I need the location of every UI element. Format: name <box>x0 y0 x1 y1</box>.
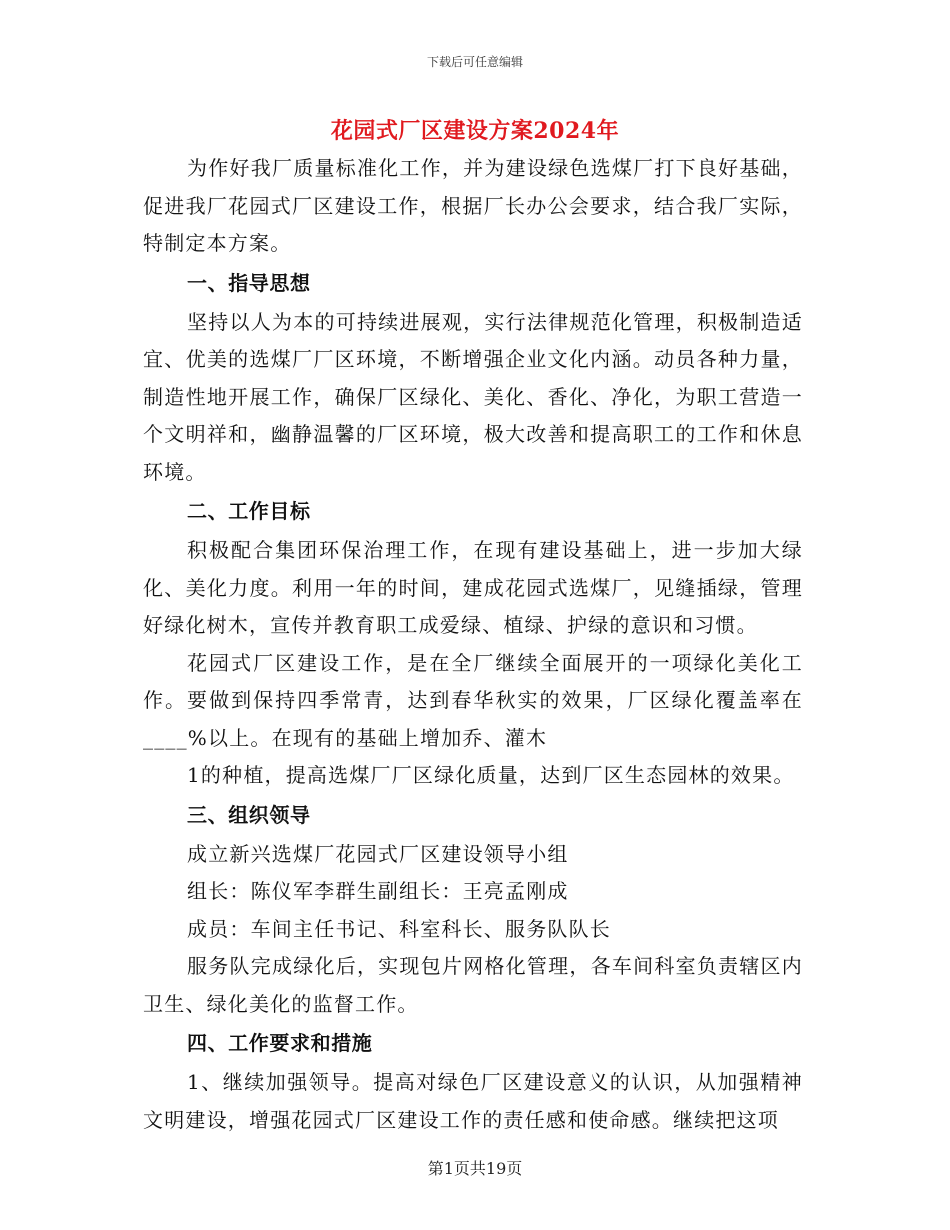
work-goals-paragraph-1: 积极配合集团环保治理工作，在现有建设基础上，进一步加大绿化、美化力度。利用一年的时间，建成花园式选煤厂，见缝插绿，管理好绿化树木，宣传并教育职工成爱绿、植绿、护绿的意识和习惯。 <box>143 538 803 637</box>
section-heading-organization: 三、组织领导 <box>187 802 311 827</box>
page-number-footer: 第1页共19页 <box>427 1159 523 1178</box>
section-heading-requirements: 四、工作要求和措施 <box>187 1031 373 1055</box>
section-heading-work-goals: 二、工作目标 <box>187 499 311 523</box>
organization-members: 成员：车间主任书记、科室科长、服务队队长 <box>187 916 611 941</box>
page-header-note: 下载后可任意编辑 <box>426 55 523 69</box>
document-title: 花园式厂区建设方案2024年 <box>330 118 620 144</box>
organization-paragraph-1: 成立新兴选煤厂花园式厂区建设领导小组 <box>187 841 569 866</box>
document-body <box>143 150 803 1139</box>
work-goals-paragraph-2: 花园式厂区建设工作，是在全厂继续全面展开的一项绿化美化工作。要做到保持四季常青，达到春华秋实的效果，厂区绿化覆盖率在____%以上。在现有的基础上增加乔、灌木 <box>143 650 803 750</box>
organization-paragraph-4: 服务队完成绿化后，实现包片网格化管理，各车间科室负责辖区内卫生、绿化美化的监督工作。 <box>143 954 803 1016</box>
requirements-paragraph-1: 1、继续加强领导。提高对绿色厂区建设意义的认识，从加强精神文明建设，增强花园式厂区建设工作的责任感和使命感。继续把这项 <box>143 1070 803 1132</box>
work-goals-paragraph-3: 1的种植，提高选煤厂厂区绿化质量，达到厂区生态园林的效果。 <box>187 763 795 787</box>
guiding-ideology-paragraph: 坚持以人为本的可持续进展观，实行法律规范化管理，积极制造适宜、优美的选煤厂厂区环境，不断增强企业文化内涵。动员各种力量，制造性地开展工作，确保厂区绿化、美化、香化、净化，为职工营造一个文明祥和，幽静温馨的厂区环境，极大改善和提高职工的工作和休息环境。 <box>143 309 803 484</box>
intro-paragraph: 为作好我厂质量标准化工作，并为建设绿色选煤厂打下良好基础，促进我厂花园式厂区建设工作，根据厂长办公会要求，结合我厂实际，特制定本方案。 <box>143 156 803 255</box>
organization-leaders: 组长：陈仪军李群生副组长：王亮孟刚成 <box>187 879 569 903</box>
section-heading-guiding-ideology: 一、指导思想 <box>187 270 311 295</box>
